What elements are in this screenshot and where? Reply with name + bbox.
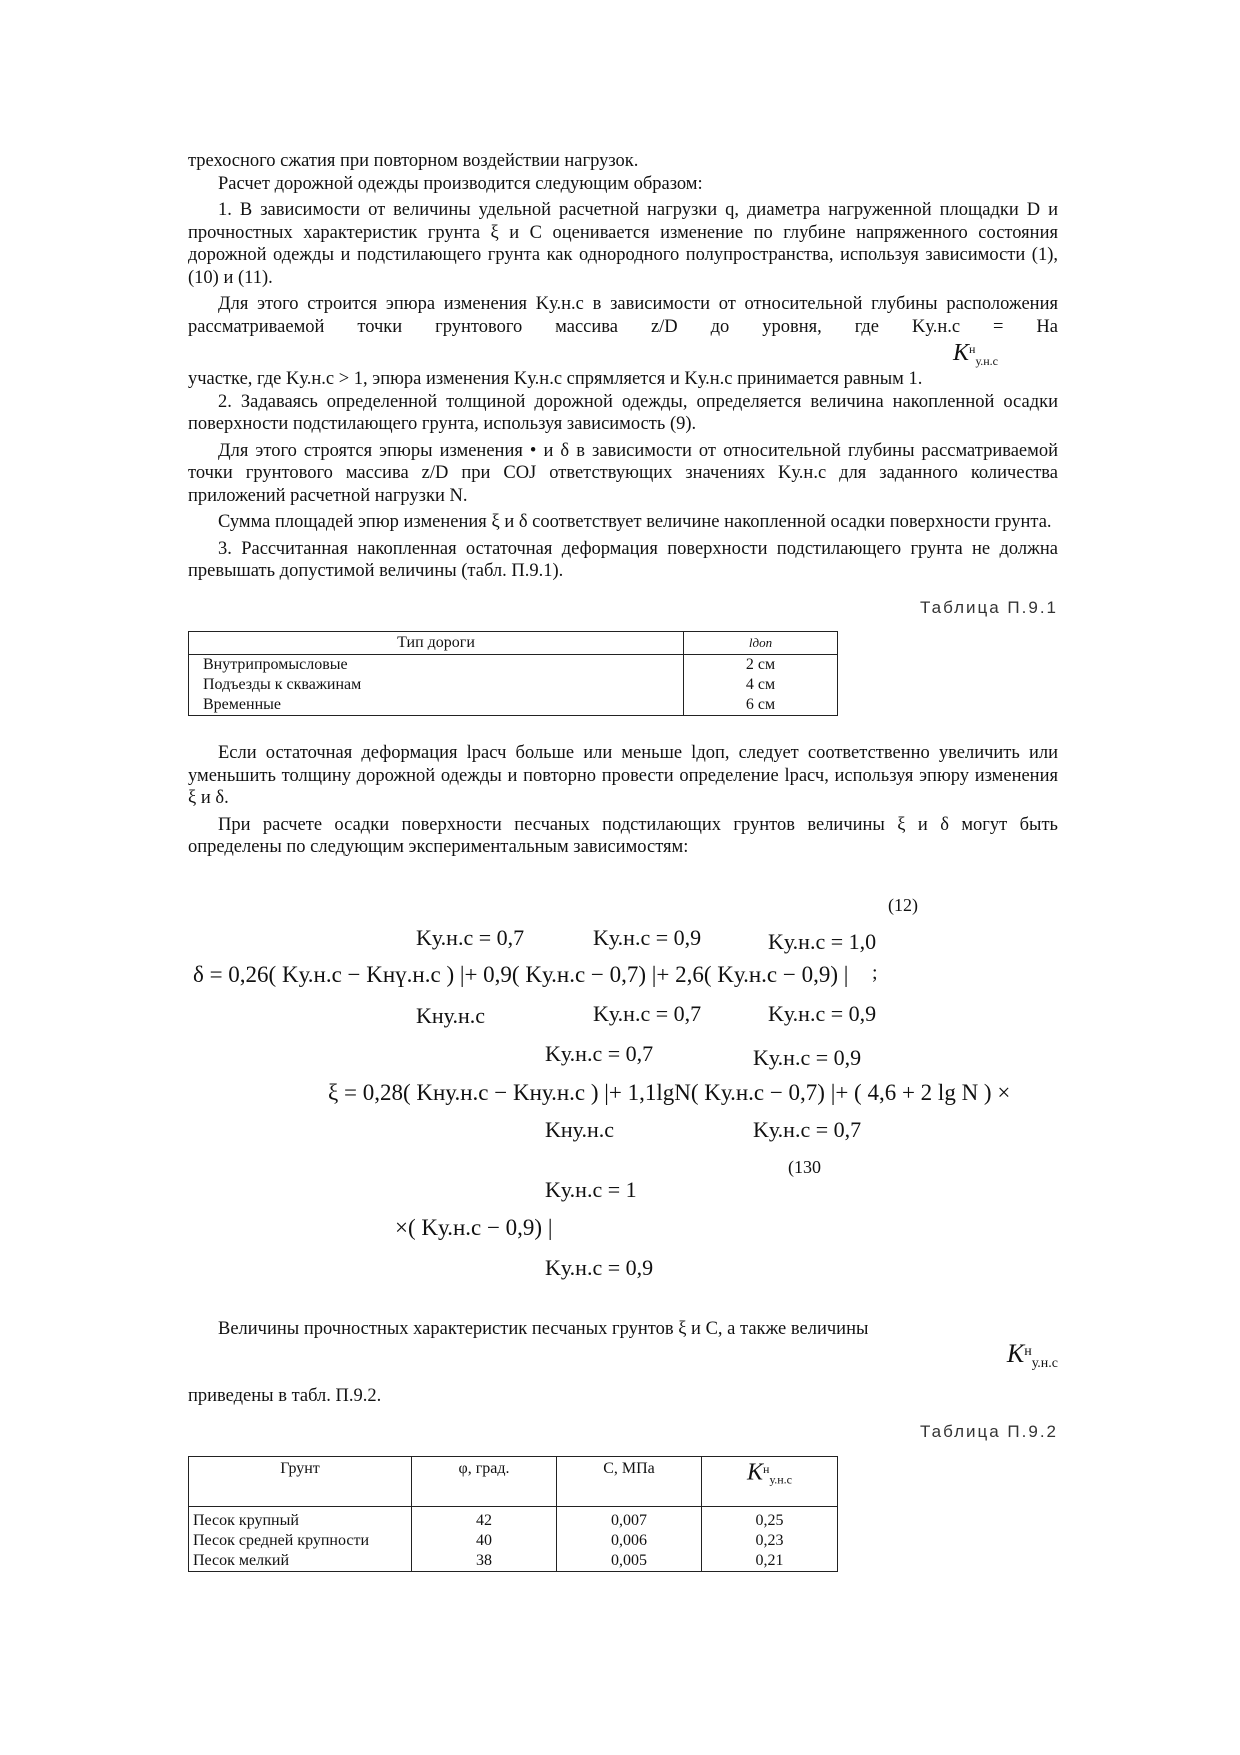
formula-delta: δ = 0,26( Kу.н.с − Kнү.н.с ) |+ 0,9( Kу.н.с − 0,7) |+ 2,6( Kу.н.с − 0,9) | bbox=[193, 962, 849, 987]
formula-area bbox=[188, 895, 1058, 1295]
formula-limit: Kу.н.с = 0,9 bbox=[768, 1001, 877, 1026]
table-row: Временные 6 см bbox=[189, 695, 838, 716]
table-header: lдоп bbox=[684, 632, 838, 655]
formula-limit: Kу.н.с = 0,7 bbox=[593, 1001, 702, 1026]
paragraph: Для этого строится эпюра изменения Kу.н.с в зависимости от относительной глубины расположения рассматриваемой точки грунтового массива z/D до уровня, где Kу.н.с = На bbox=[188, 294, 1058, 337]
paragraph: 1. В зависимости от величины удельной расчетной нагрузки q, диаметра нагруженной площадки D и прочностных характеристик грунта ξ и C оценивается изменение по глубине напряженного состояния дорожной одежды и подстилающего грунта как однородного полупространства, используя зависимости (1), (10) и (11). bbox=[188, 200, 1058, 288]
document-page-lower bbox=[188, 1318, 1058, 1572]
paragraph: Расчет дорожной одежды производится следующим образом: bbox=[218, 173, 703, 194]
formula-xi: ξ = 0,28( Kну.н.с − Kну.н.с ) |+ 1,1lgN( Kу.н.с − 0,7) |+ ( 4,6 + 2 lg N ) × bbox=[328, 1080, 1011, 1105]
table-row: Песок мелкий 38 0,005 0,21 bbox=[189, 1551, 838, 1572]
paragraph: Если остаточная деформация lрасч больше или меньше lдоп, следует соответственно увеличить или уменьшить толщину дорожной одежды и повторно провести определение lрасч, используя эпюру изменения ξ и δ. bbox=[188, 743, 1058, 808]
formula-limit: Kу.н.с = 0,7 bbox=[545, 1041, 654, 1066]
paragraph: При расчете осадки поверхности песчаных подстилающих грунтов величины ξ и δ могут быть определены по следующим экспериментальным зависимостям: bbox=[188, 814, 1058, 857]
formula-limit: Kу.н.с = 0,9 bbox=[753, 1045, 862, 1070]
table-row: Подъезды к скважинам 4 см bbox=[189, 675, 838, 695]
table-header: Грунт bbox=[189, 1456, 412, 1506]
formula-limit: Kну.н.с bbox=[545, 1117, 614, 1142]
formula-continuation: ×( Kу.н.с − 0,9) | bbox=[395, 1215, 553, 1240]
formula-limit: Kу.н.с = 0,9 bbox=[545, 1255, 654, 1280]
table-road-types bbox=[188, 631, 838, 716]
table-row: Песок средней крупности 40 0,006 0,23 bbox=[189, 1531, 838, 1551]
table-header: C, МПа bbox=[557, 1456, 702, 1506]
table-header: φ, град. bbox=[412, 1456, 557, 1506]
table-row: Внутрипромысловые 2 см bbox=[189, 655, 838, 676]
table-header: Тип дороги bbox=[189, 632, 684, 655]
paragraph: Величины прочностных характеристик песчаных грунтов ξ и C, а также величины bbox=[218, 1319, 869, 1339]
paragraph: 2. Задаваясь определенной толщиной дорожной одежды, определяется величина накопленной осадки поверхности подстилающего грунта, используя зависимость (9). bbox=[188, 391, 1058, 434]
formula-semicolon: ; bbox=[872, 962, 878, 984]
equation-number: (130 bbox=[788, 1157, 821, 1177]
k-symbol-inline: $K^н_{у.н.с}$ bbox=[953, 340, 998, 368]
formula-limit: Kу.н.с = 1 bbox=[545, 1177, 637, 1202]
table-soil-properties bbox=[188, 1456, 838, 1572]
document-page bbox=[188, 150, 1058, 859]
paragraph: трехосного сжатия при повторном воздействии нагрузок. bbox=[188, 151, 639, 171]
formula-limit: Kу.н.с = 0,9 bbox=[593, 925, 702, 950]
table-row: Песок крупный 42 0,007 0,25 bbox=[189, 1506, 838, 1531]
formula-limit: Kну.н.с bbox=[416, 1003, 485, 1028]
formula-limit: Kу.н.с = 0,7 bbox=[753, 1117, 862, 1142]
paragraph: 3. Рассчитанная накопленная остаточная деформация поверхности подстилающего грунта не должна превышать допустимой величины (табл. П.9.1). bbox=[188, 538, 1058, 581]
paragraph: приведены в табл. П.9.2. bbox=[188, 1385, 382, 1406]
paragraph: Для этого строятся эпюры изменения • и δ в зависимости от относительной глубины рассматриваемой точки грунтового массива z/D при COJ ответствующих значениях Kу.н.с для заданного количества приложений расчетной нагрузки N. bbox=[188, 440, 1058, 506]
paragraph: Сумма площадей эпюр изменения ξ и δ соответствует величине накопленной осадки поверхности грунта. bbox=[218, 512, 1052, 532]
table-caption: Таблица П.9.1 bbox=[920, 597, 1058, 617]
table-caption: Таблица П.9.2 bbox=[920, 1422, 1058, 1441]
paragraph: участке, где Kу.н.с > 1, эпюра изменения Kу.н.с спрямляется и Kу.н.с принимается равным 1. bbox=[188, 369, 923, 389]
formula-limit: Kу.н.с = 0,7 bbox=[416, 925, 525, 950]
formula-limit: Kу.н.с = 1,0 bbox=[768, 929, 877, 954]
k-symbol-inline: $K^н_{у.н.с}$ bbox=[1006, 1338, 1058, 1371]
equation-number: (12) bbox=[888, 895, 918, 915]
table-header-k: $K^н_{у.н.с}$ bbox=[702, 1456, 838, 1506]
